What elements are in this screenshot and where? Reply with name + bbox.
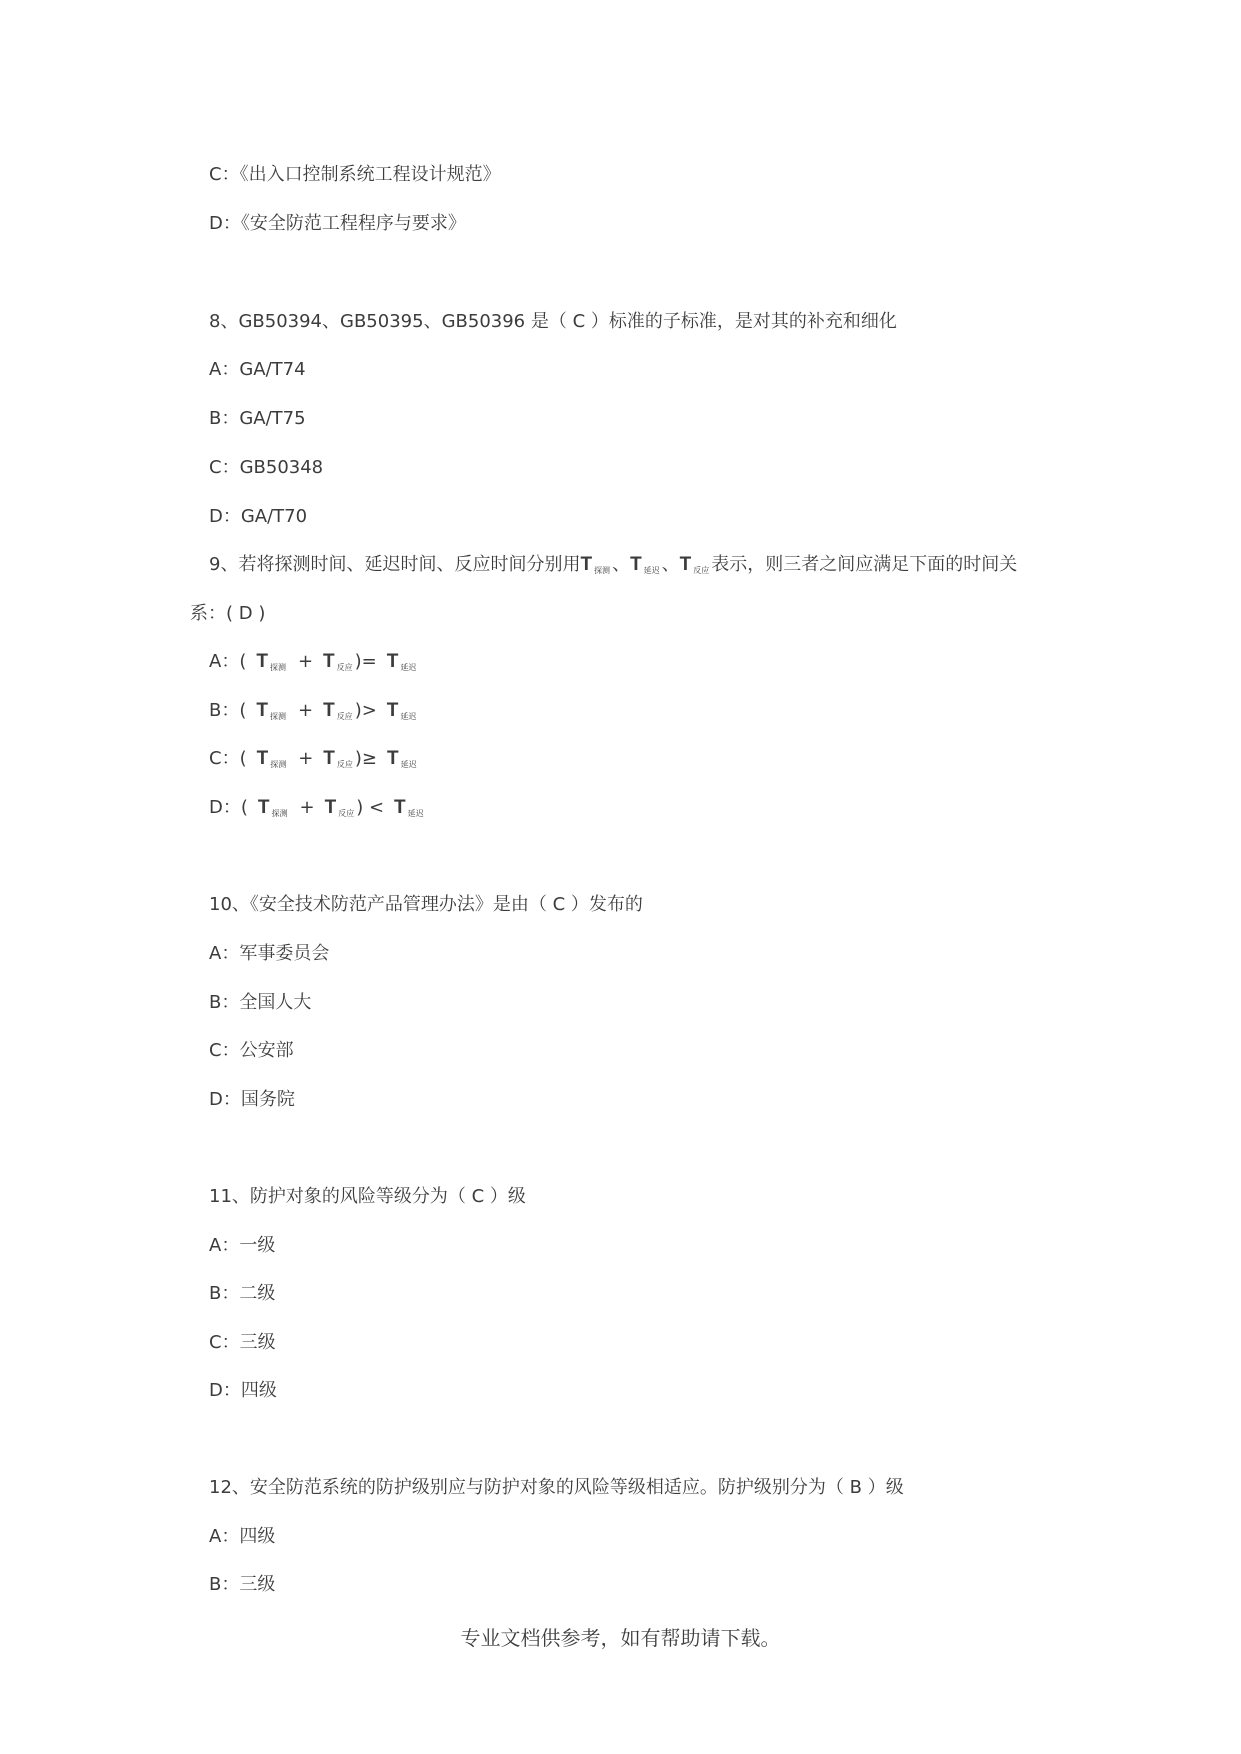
option-label: A：( <box>209 651 247 672</box>
t-symbol: T <box>386 700 399 721</box>
q8-option-d: D：GA/T70 <box>209 506 308 527</box>
question-9 <box>209 553 1017 583</box>
t-symbol: T <box>256 748 269 769</box>
option-label: C：( <box>209 748 247 769</box>
relation: )= <box>354 651 377 672</box>
option-c: C：《出入口控制系统工程设计规范》 <box>209 164 501 185</box>
sub-delay: 延迟 <box>400 760 417 769</box>
q9-option-d <box>209 796 426 826</box>
t-symbol: T <box>256 651 268 672</box>
q8-option-c: C：GB50348 <box>209 457 324 478</box>
t-symbol: T <box>630 554 642 575</box>
sub-delay: 延迟 <box>400 712 417 721</box>
separator: 、 <box>612 554 631 575</box>
q12-option-a: A：四级 <box>209 1526 276 1547</box>
q12-option-b: B：三级 <box>209 1574 276 1595</box>
q8-option-b: B：GA/T75 <box>209 408 306 429</box>
q9-option-a <box>209 650 418 680</box>
sub-react: 反应 <box>693 566 710 575</box>
plus: + <box>297 700 314 721</box>
q11-option-c: C：三级 <box>209 1332 276 1353</box>
option-d: D：《安全防范工程程序与要求》 <box>209 213 466 234</box>
question-12: 12、安全防范系统的防护级别应与防护对象的风险等级相适应。防护级别分为（ B ）级 <box>209 1477 904 1498</box>
question-11: 11、防护对象的风险等级分为（ C ）级 <box>209 1186 526 1207</box>
sub-detect: 探测 <box>270 760 287 769</box>
sub-detect: 探测 <box>271 809 288 818</box>
q9-option-c <box>209 747 419 777</box>
relation: ) < <box>356 797 385 818</box>
sub-delay: 延迟 <box>643 566 660 575</box>
sub-detect: 探测 <box>269 712 286 721</box>
question-9-line2: 系：( D ) <box>190 603 266 624</box>
separator: 、 <box>661 554 680 575</box>
t-symbol: T <box>679 554 692 575</box>
sub-delay: 延迟 <box>400 663 417 672</box>
q10-option-a: A：军事委员会 <box>209 943 330 964</box>
t-symbol: T <box>257 797 270 818</box>
t-symbol: T <box>256 700 268 721</box>
q8-option-a: A：GA/T74 <box>209 359 306 380</box>
q9-prefix: 9、若将探测时间、延迟时间、反应时间分别用 <box>209 554 581 575</box>
q10-option-b: B：全国人大 <box>209 992 312 1013</box>
sub-react: 反应 <box>336 760 353 769</box>
plus: + <box>297 651 314 672</box>
relation: )≥ <box>354 748 378 769</box>
q9-option-b <box>209 699 418 729</box>
relation: )> <box>354 700 377 721</box>
q9-suffix: 表示，则三者之间应满足下面的时间关 <box>711 554 1018 575</box>
sub-react: 反应 <box>338 809 355 818</box>
page-footer: 专业文档供参考，如有帮助请下载。 <box>460 1626 781 1650</box>
sub-delay: 延迟 <box>407 809 424 818</box>
sub-react: 反应 <box>336 663 353 672</box>
t-symbol: T <box>386 651 399 672</box>
q11-option-d: D：四级 <box>209 1380 277 1401</box>
t-symbol: T <box>323 748 335 769</box>
option-label: D：( <box>209 797 248 818</box>
t-symbol: T <box>580 554 593 575</box>
plus: + <box>298 748 314 769</box>
question-8: 8、GB50394、GB50395、GB50396 是（ C ）标准的子标准，是对其的补充和细化 <box>209 311 897 332</box>
sub-detect: 探测 <box>594 566 611 575</box>
sub-react: 反应 <box>336 712 353 721</box>
t-symbol: T <box>394 797 406 818</box>
t-symbol: T <box>323 700 335 721</box>
t-symbol: T <box>323 651 335 672</box>
q11-option-b: B：二级 <box>209 1283 276 1304</box>
q10-option-d: D：国务院 <box>209 1089 295 1110</box>
plus: + <box>299 797 315 818</box>
sub-detect: 探测 <box>269 663 286 672</box>
question-10: 10、《安全技术防范产品管理办法》是由（ C ）发布的 <box>209 894 643 915</box>
option-label: B：( <box>209 700 247 721</box>
q10-option-c: C：公安部 <box>209 1040 294 1061</box>
t-symbol: T <box>324 797 337 818</box>
t-symbol: T <box>387 748 399 769</box>
q11-option-a: A：一级 <box>209 1235 276 1256</box>
